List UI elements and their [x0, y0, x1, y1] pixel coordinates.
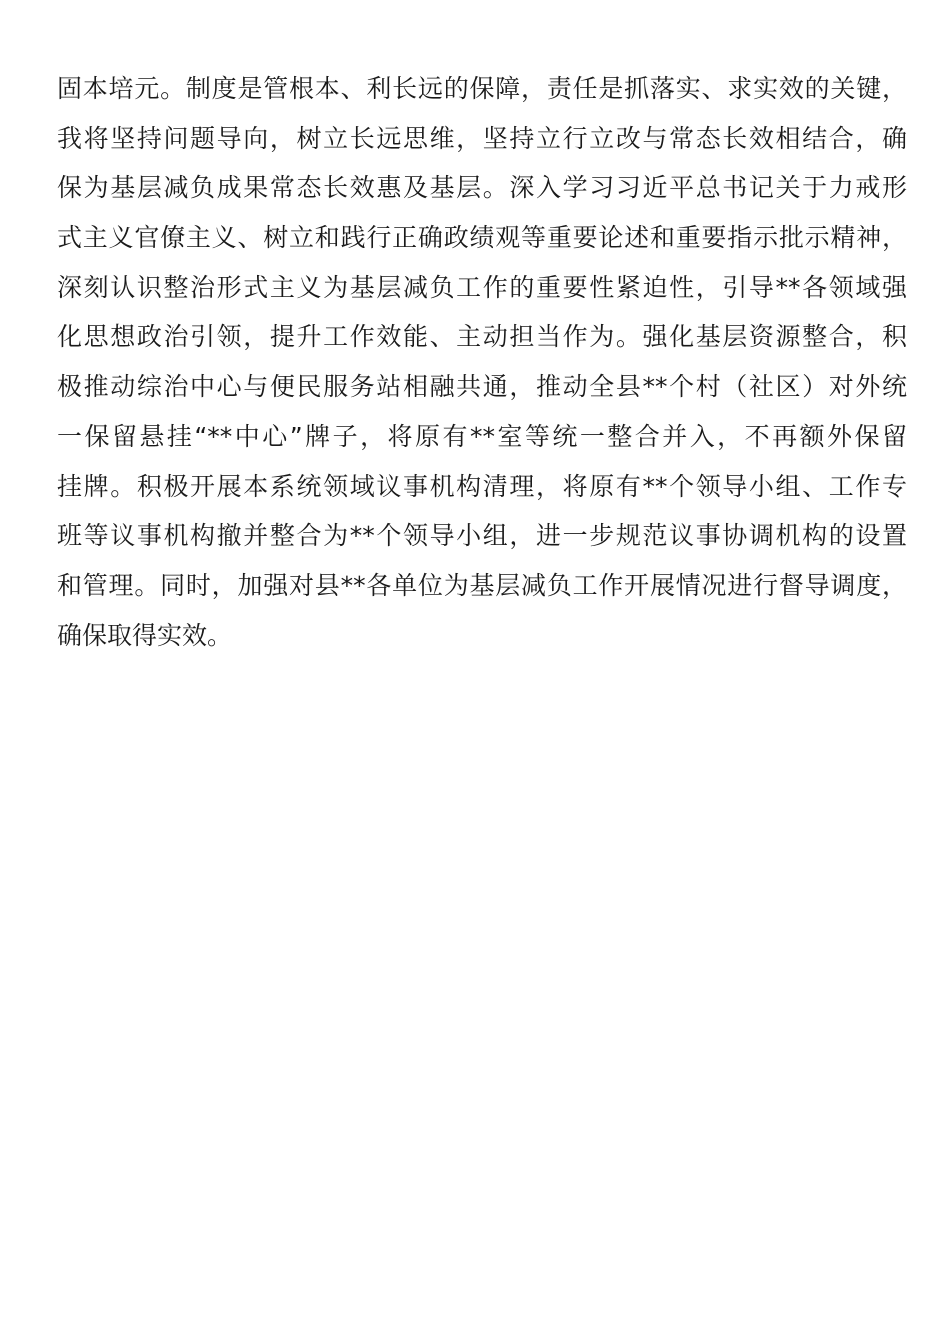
paragraph-line-2: 我将坚持问题导向，树立长远思维，坚持立行立改与常态长效相结合，确 — [57, 123, 907, 153]
paragraph-line-10: 班等议事机构撤并整合为**个领导小组，进一步规范议事协调机构的设置 — [57, 521, 907, 551]
paragraph-line-9: 挂牌。积极开展本系统领域议事机构清理，将原有**个领导小组、工作专 — [57, 471, 907, 501]
paragraph-line-3: 保为基层减负成果常态长效惠及基层。深入学习习近平总书记关于力戒形 — [57, 173, 907, 203]
paragraph-line-1: 固本培元。制度是管根本、利长远的保障，责任是抓落实、求实效的关键， — [57, 74, 907, 103]
paragraph-line-8: 一保留悬挂“**中心”牌子，将原有**室等统一整合并入，不再额外保留 — [57, 421, 907, 451]
paragraph-line-11: 和管理。同时，加强对县**各单位为基层减负工作开展情况进行督导调度， — [57, 570, 907, 600]
paragraph-line-7: 极推动综治中心与便民服务站相融共通，推动全县**个村（社区）对外统 — [57, 372, 907, 402]
paragraph-line-5: 深刻认识整治形式主义为基层减负工作的重要性紧迫性，引导**各领域强 — [57, 272, 907, 302]
body-paragraph — [57, 64, 907, 660]
paragraph-line-12: 确保取得实效。 — [57, 620, 233, 650]
paragraph-line-4: 式主义官僚主义、树立和践行正确政绩观等重要论述和重要指示批示精神， — [57, 223, 907, 253]
paragraph-line-6: 化思想政治引领，提升工作效能、主动担当作为。强化基层资源整合，积 — [57, 322, 907, 352]
